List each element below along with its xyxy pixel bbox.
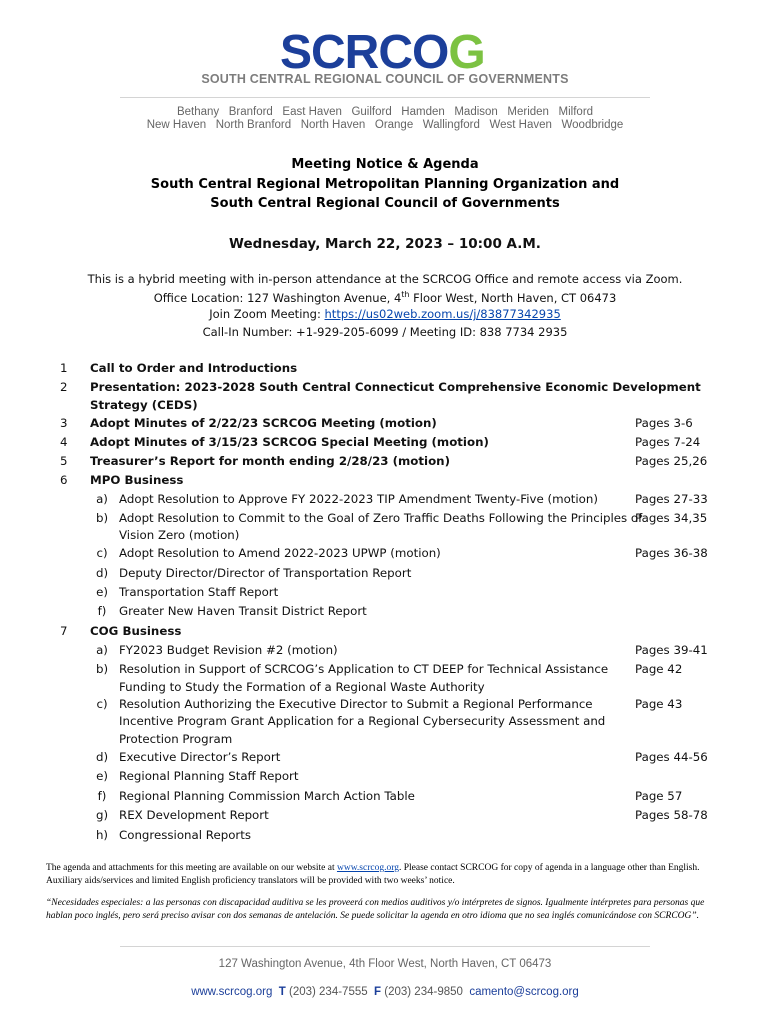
sub-text: Resolution in Support of SCRCOG’s Application to CT DEEP for Technical Assistance	[119, 662, 609, 676]
sub-letter: e)	[96, 769, 108, 783]
sub-letter: f)	[97, 604, 107, 618]
sub-text: Executive Director’s Report	[119, 750, 281, 764]
sub-letter: a)	[96, 643, 108, 657]
sub-text: REX Development Report	[119, 808, 269, 822]
sub-text: Resolution Authorizing the Executive Director to Submit a Regional Performance	[119, 697, 593, 711]
item-label: Strategy (CEDS)	[90, 398, 198, 412]
sub-letter: d)	[95, 566, 109, 580]
org-name: SOUTH CENTRAL REGIONAL COUNCIL OF GOVERNMENTS	[201, 72, 569, 86]
sub-letter: h)	[95, 828, 109, 842]
phone-label: T	[278, 986, 286, 998]
item-number: 1	[60, 361, 68, 375]
item-pages: Pages 34,35	[635, 511, 708, 525]
item-number: 3	[60, 416, 68, 430]
item-number: 2	[60, 380, 68, 394]
item-label: Adopt Minutes of 3/15/23 SCRCOG Special Meeting (motion)	[90, 435, 489, 449]
footer-website[interactable]: www.scrcog.org	[191, 986, 273, 998]
item-pages: Page 42	[635, 662, 683, 676]
office-prefix: Office Location: 127 Washington Avenue, 4	[153, 290, 402, 305]
item-pages: Pages 36-38	[635, 546, 708, 560]
scrcog-logo	[0, 28, 770, 72]
sub-letter: a)	[96, 492, 108, 506]
footer-phone: (203) 234-7555	[288, 986, 368, 998]
sub-text: Greater New Haven Transit District Report	[119, 604, 367, 618]
footer-divider	[120, 946, 650, 947]
sub-text: FY2023 Budget Revision #2 (motion)	[119, 643, 338, 657]
sub-letter: c)	[96, 546, 108, 560]
item-number: 7	[60, 624, 68, 638]
item-number: 4	[60, 435, 68, 449]
sub-letter: b)	[95, 511, 109, 525]
item-pages: Page 57	[635, 789, 683, 803]
sub-text: Vision Zero (motion)	[119, 528, 240, 542]
item-pages: Pages 44-56	[635, 750, 708, 764]
sub-text: Regional Planning Commission March Action Table	[119, 789, 415, 803]
item-pages: Pages 25,26	[635, 454, 708, 468]
office-sup: th	[401, 290, 410, 299]
zoom-link[interactable]: https://us02web.zoom.us/j/83877342935	[324, 307, 561, 321]
item-number: 6	[60, 473, 68, 487]
item-label: Treasurer’s Report for month ending 2/28/23 (motion)	[90, 454, 450, 468]
towns-text: New Haven North Branford North Haven Orange Wallingford West Haven Woodbridge	[146, 119, 624, 131]
member-towns-line1	[0, 106, 770, 118]
item-label: Call to Order and Introductions	[90, 361, 298, 375]
zoom-prefix: Join Zoom Meeting:	[209, 307, 325, 321]
item-pages: Pages 7-24	[635, 435, 701, 449]
callin-number: Call-In Number: +1-929-205-6099 / Meeting ID: 838 7734 2935	[202, 325, 568, 339]
note-suffix: . Please contact SCRCOG for copy of agenda in a language other than English. Auxiliary aids/services and limited English proficiency translators will be provided with two weeks’ notice.	[46, 863, 700, 886]
sub-letter: c)	[96, 697, 108, 711]
svg-text:SCRCOG: SCRCOG	[280, 28, 485, 72]
sub-letter: e)	[96, 585, 108, 599]
item-label: Adopt Minutes of 2/22/23 SCRCOG Meeting (motion)	[90, 416, 437, 430]
fax-label: F	[374, 986, 382, 998]
item-label: MPO Business	[90, 473, 184, 487]
sub-text: Regional Planning Staff Report	[119, 769, 299, 783]
footer-fax: (203) 234-9850	[384, 986, 463, 998]
item-pages: Pages 3-6	[635, 416, 693, 430]
spanish-note: “Necesidades especiales: a las personas con discapacidad auditiva se les proveerá con medios auditivos y/o intérpretes de signos. Igualmente intérpretes para personas que hablan poco inglés, pero será preciso avisar con dos semanas de antelación. Se puede solicitar la agenda en otro idioma que no sea inglés comunicándose con SCRCOG”.	[46, 898, 705, 921]
footer-contact	[0, 986, 770, 998]
office-location	[0, 290, 770, 305]
item-label: COG Business	[90, 624, 182, 638]
header-divider	[120, 97, 650, 98]
item-pages: Pages 39-41	[635, 643, 708, 657]
title-line2: South Central Regional Metropolitan Planning Organization and	[150, 177, 620, 192]
title-line3: South Central Regional Council of Governments	[210, 196, 560, 211]
meeting-date: Wednesday, March 22, 2023 – 10:00 A.M.	[229, 236, 541, 252]
sub-letter: f)	[97, 789, 107, 803]
note-prefix: The agenda and attachments for this meeting are available on our website at	[46, 863, 337, 873]
sub-text: Protection Program	[119, 732, 233, 746]
website-link[interactable]: www.scrcog.org	[336, 863, 399, 873]
sub-text: Transportation Staff Report	[119, 585, 279, 599]
sub-letter: b)	[95, 662, 109, 676]
sub-text: Adopt Resolution to Amend 2022-2023 UPWP (motion)	[119, 546, 441, 560]
title-line1: Meeting Notice & Agenda	[291, 157, 479, 172]
item-pages: Pages 58-78	[635, 808, 708, 822]
sub-text: Deputy Director/Director of Transportation Report	[119, 566, 412, 580]
item-pages: Page 43	[635, 697, 683, 711]
sub-text: Incentive Program Grant Application for a Regional Cybersecurity Assessment and	[119, 714, 606, 728]
sub-letter: d)	[95, 750, 109, 764]
sub-text: Adopt Resolution to Commit to the Goal of Zero Traffic Deaths Following the Principles of	[119, 511, 643, 525]
member-towns-line2	[0, 119, 770, 131]
item-pages: Pages 27-33	[635, 492, 708, 506]
footer-email[interactable]: camento@scrcog.org	[469, 986, 579, 998]
item-label: Presentation: 2023-2028 South Central Connecticut Comprehensive Economic Development	[90, 380, 701, 394]
towns-text: Bethany Branford East Haven Guilford Hamden Madison Meriden Milford	[176, 106, 594, 118]
footer-address: 127 Washington Avenue, 4th Floor West, North Haven, CT 06473	[218, 958, 552, 970]
office-suffix: Floor West, North Haven, CT 06473	[409, 290, 617, 305]
availability-note	[46, 862, 716, 888]
sub-text: Adopt Resolution to Approve FY 2022-2023 TIP Amendment Twenty-Five (motion)	[119, 492, 598, 506]
sub-text: Funding to Study the Formation of a Regional Waste Authority	[119, 680, 485, 694]
sub-text: Congressional Reports	[119, 828, 252, 842]
zoom-meeting	[0, 307, 770, 321]
sub-letter: g)	[95, 808, 109, 822]
item-number: 5	[60, 454, 68, 468]
hybrid-notice: This is a hybrid meeting with in-person attendance at the SCRCOG Office and remote access via Zoom.	[87, 272, 683, 286]
